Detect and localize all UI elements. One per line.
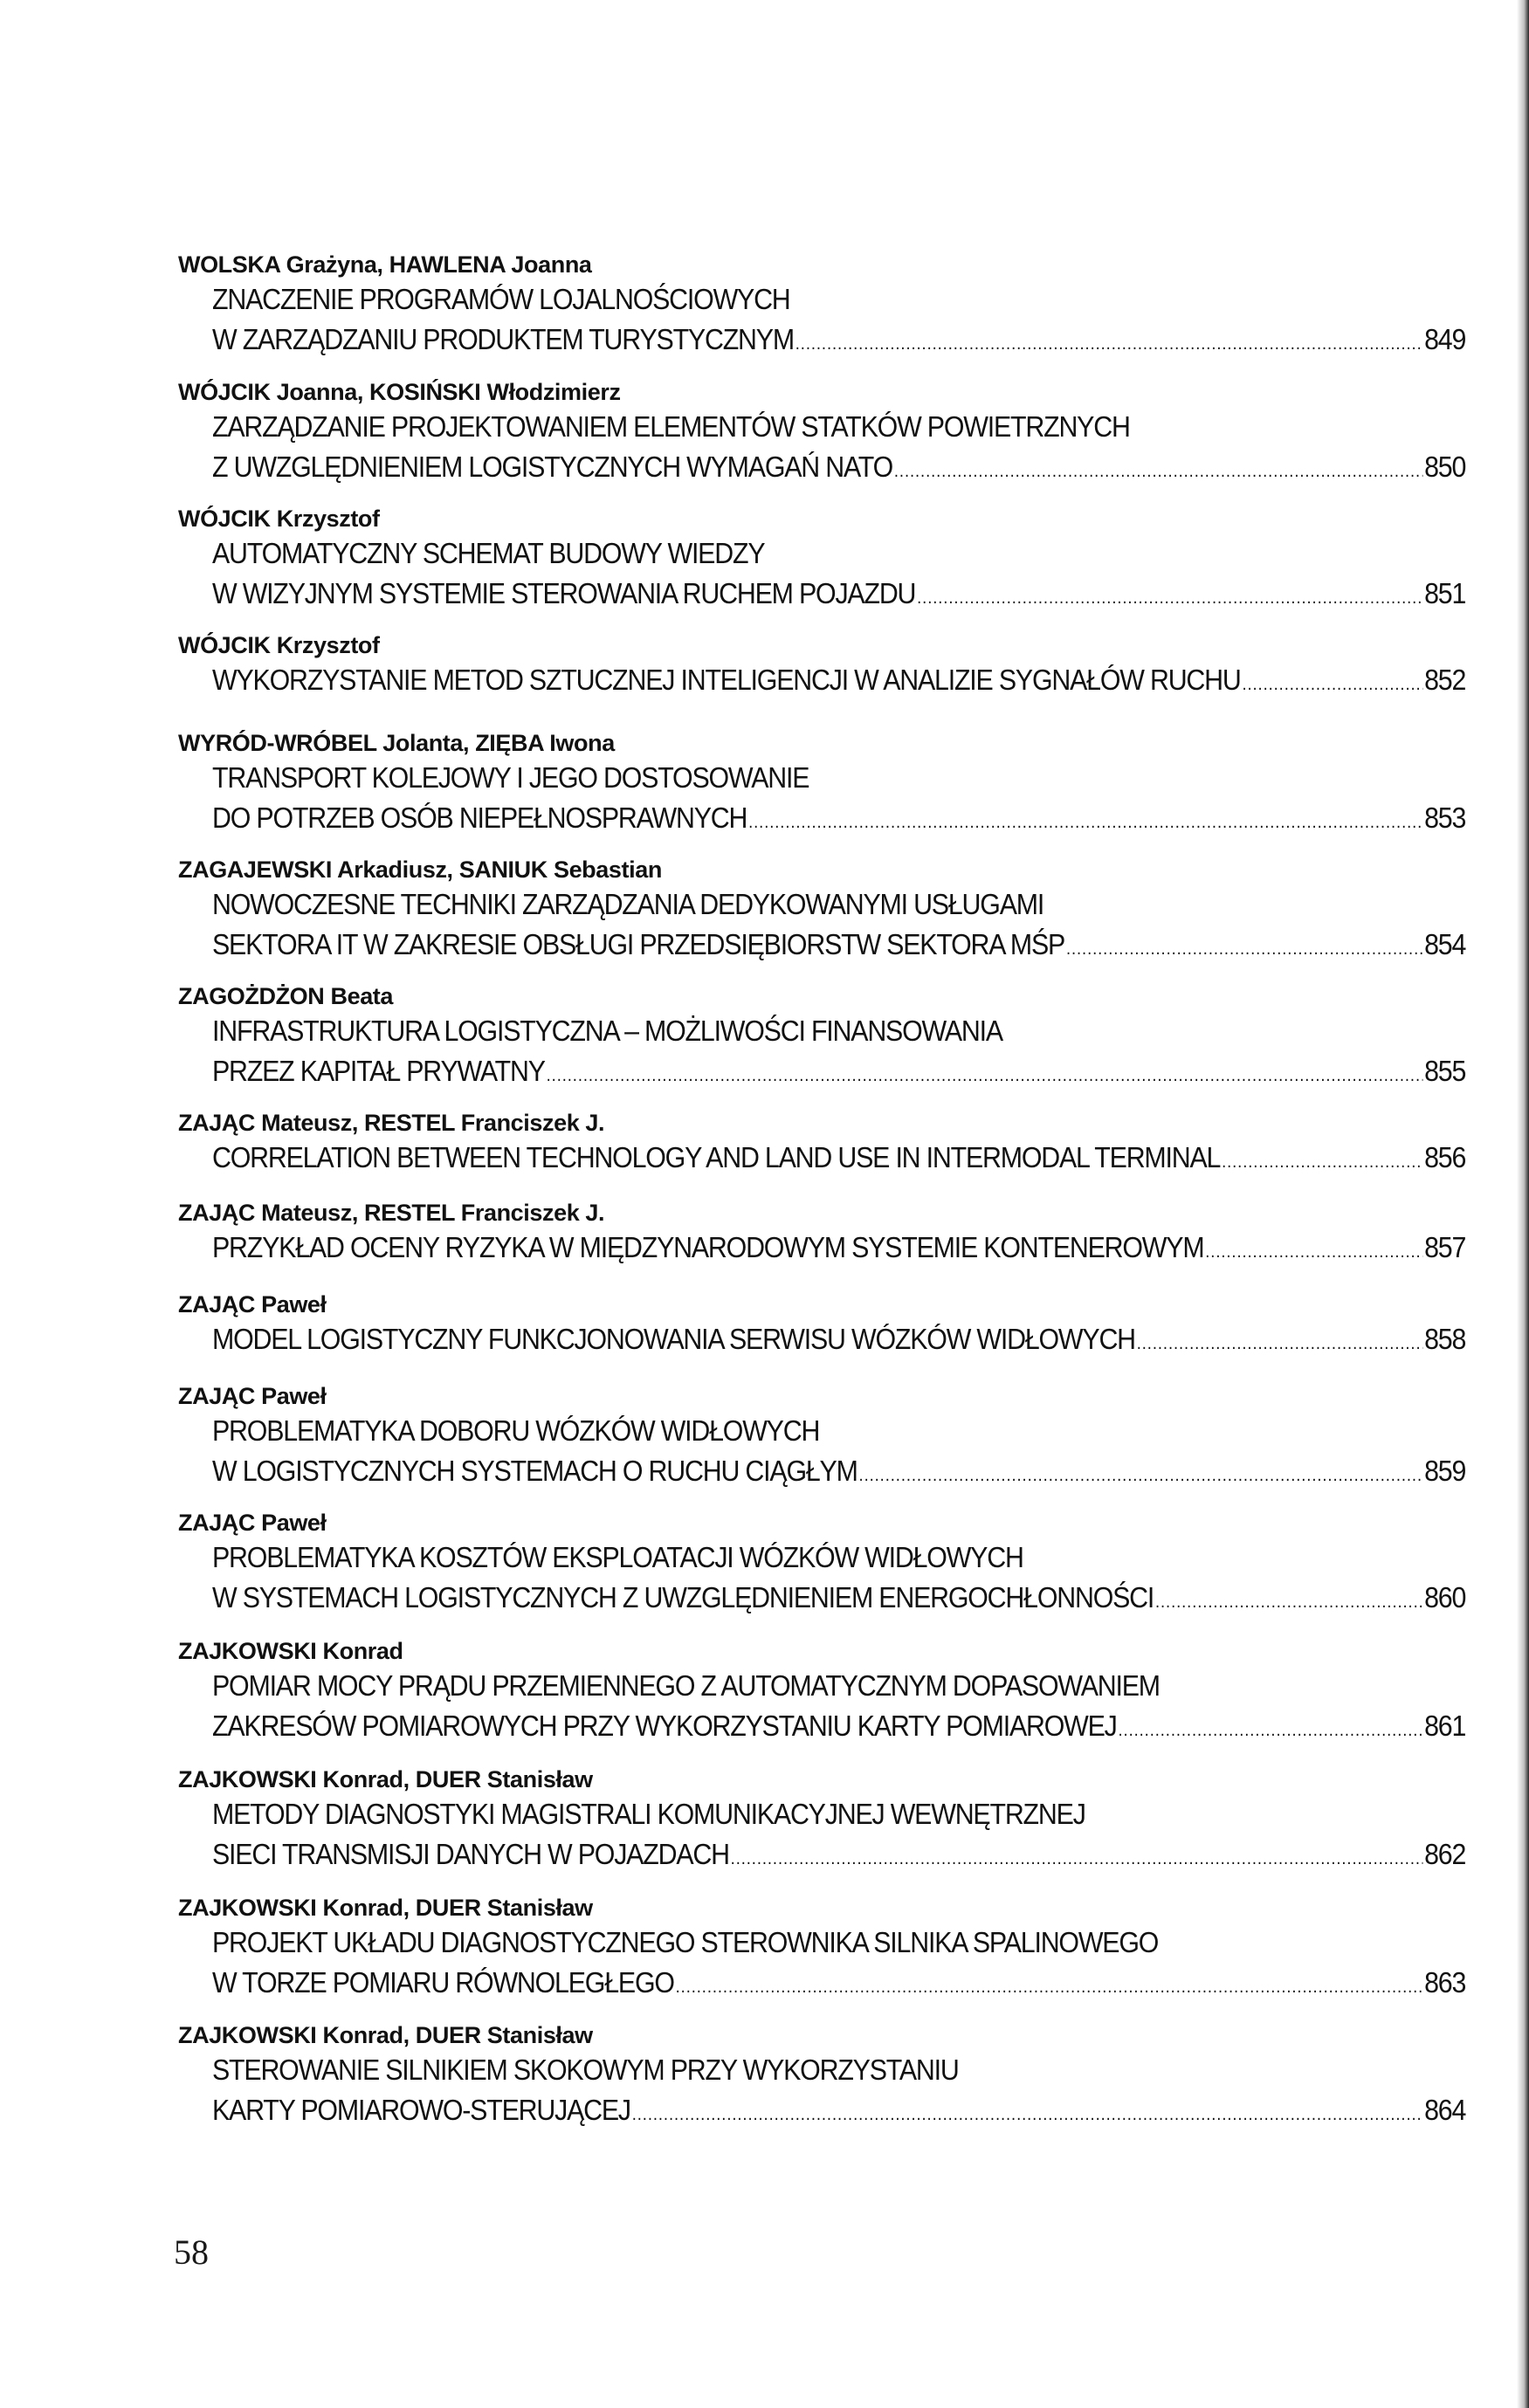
toc-entry bbox=[178, 1508, 1514, 1618]
dot-leader bbox=[894, 447, 1422, 492]
entry-authors: WÓJCIK Krzysztof bbox=[178, 506, 380, 532]
toc-entry bbox=[178, 1198, 1514, 1268]
entry-title-line: STEROWANIE SILNIKIEM SKOKOWYM PRZY WYKORZYSTANIU bbox=[212, 2054, 959, 2086]
toc-entry bbox=[178, 1108, 1514, 1178]
entry-title-line: PROJEKT UKŁADU DIAGNOSTYCZNEGO STEROWNIKA SILNIKA SPALINOWEGO bbox=[212, 1926, 1159, 1958]
dot-leader bbox=[859, 1451, 1423, 1496]
entry-title-line: ZARZĄDZANIE PROJEKTOWANIEM ELEMENTÓW STATKÓW POWIETRZNYCH bbox=[212, 410, 1130, 443]
entry-title-text: W TORZE POMIARU RÓWNOLEGŁEGO bbox=[212, 1966, 674, 1999]
entry-page-number: 851 bbox=[1424, 577, 1466, 609]
entry-authors: WOLSKA Grażyna, HAWLENA Joanna bbox=[178, 251, 592, 278]
dot-leader bbox=[1222, 1138, 1422, 1182]
entry-title-line: PROBLEMATYKA KOSZTÓW EKSPLOATACJI WÓZKÓW WIDŁOWYCH bbox=[212, 1541, 1023, 1573]
entry-page-number: 852 bbox=[1424, 664, 1466, 696]
entry-title-line bbox=[212, 925, 1465, 965]
toc-entry bbox=[178, 728, 1514, 838]
entry-title-text: KARTY POMIAROWO-STERUJĄCEJ bbox=[212, 2094, 630, 2126]
dot-leader bbox=[917, 574, 1422, 618]
entry-authors: ZAJĄC Paweł bbox=[178, 1383, 327, 1409]
entry-title-text: W LOGISTYCZNYCH SYSTEMACH O RUCHU CIĄGŁYM bbox=[212, 1455, 857, 1487]
entry-title-line: INFRASTRUKTURA LOGISTYCZNA – MOŻLIWOŚCI FINANSOWANIA bbox=[212, 1015, 1002, 1047]
entry-title-line: TRANSPORT KOLEJOWY I JEGO DOSTOSOWANIE bbox=[212, 761, 809, 794]
entry-authors: ZAGAJEWSKI Arkadiusz, SANIUK Sebastian bbox=[178, 857, 662, 883]
entry-page-number: 859 bbox=[1424, 1455, 1466, 1487]
entry-title-line: AUTOMATYCZNY SCHEMAT BUDOWY WIEDZY bbox=[212, 537, 765, 569]
toc-entry bbox=[178, 855, 1514, 965]
entry-title-line bbox=[212, 1578, 1465, 1618]
entry-title-line bbox=[212, 1051, 1465, 1091]
entry-authors: ZAJĄC Paweł bbox=[178, 1291, 327, 1318]
entry-page-number: 863 bbox=[1424, 1966, 1466, 1999]
entry-page-number: 861 bbox=[1424, 1710, 1466, 1742]
toc-entry bbox=[178, 377, 1514, 487]
entry-title-text: PRZEZ KAPITAŁ PRYWATNY bbox=[212, 1055, 545, 1087]
dot-leader bbox=[1137, 1319, 1423, 1364]
dot-leader bbox=[547, 1051, 1423, 1096]
entry-title-text: PRZYKŁAD OCENY RYZYKA W MIĘDZYNARODOWYM SYSTEMIE KONTENEROWYM bbox=[212, 1231, 1204, 1263]
toc-entry bbox=[178, 504, 1514, 614]
entry-page-number: 860 bbox=[1424, 1581, 1466, 1613]
entry-title-line bbox=[212, 1228, 1465, 1268]
page-edge-shadow bbox=[1517, 0, 1529, 2408]
entry-title-line bbox=[212, 1451, 1465, 1491]
entry-authors: ZAJĄC Mateusz, RESTEL Franciszek J. bbox=[178, 1200, 605, 1226]
toc-entry bbox=[178, 1381, 1514, 1491]
entry-title-line bbox=[212, 1963, 1465, 2003]
dot-leader bbox=[731, 1834, 1423, 1879]
dot-leader bbox=[1119, 1706, 1423, 1751]
entry-authors: ZAJKOWSKI Konrad, DUER Stanisław bbox=[178, 1895, 593, 1921]
entry-title-line bbox=[212, 2090, 1465, 2130]
entry-title-text: WYKORZYSTANIE METOD SZTUCZNEJ INTELIGENCJI W ANALIZIE SYGNAŁÓW RUCHU bbox=[212, 664, 1241, 696]
entry-authors: ZAJKOWSKI Konrad bbox=[178, 1638, 403, 1664]
entry-title-line: METODY DIAGNOSTYKI MAGISTRALI KOMUNIKACYJNEJ WEWNĘTRZNEJ bbox=[212, 1798, 1085, 1830]
entry-page-number: 849 bbox=[1424, 323, 1466, 355]
entry-authors: WÓJCIK Krzysztof bbox=[178, 632, 380, 658]
entry-page-number: 862 bbox=[1424, 1838, 1466, 1870]
entry-page-number: 850 bbox=[1424, 451, 1466, 483]
dot-leader bbox=[676, 1963, 1423, 2007]
entry-title-text: CORRELATION BETWEEN TECHNOLOGY AND LAND USE IN INTERMODAL TERMINAL bbox=[212, 1141, 1221, 1173]
entry-authors: ZAGOŻDŻON Beata bbox=[178, 983, 394, 1009]
dot-leader bbox=[795, 320, 1423, 364]
toc-entry bbox=[178, 1290, 1514, 1359]
toc-entry bbox=[178, 1765, 1514, 1875]
entry-title-line bbox=[212, 798, 1465, 838]
entry-title-line bbox=[212, 660, 1465, 700]
toc-entry bbox=[178, 1636, 1514, 1746]
entry-page-number: 855 bbox=[1424, 1055, 1466, 1087]
entry-page-number: 864 bbox=[1424, 2094, 1466, 2126]
entry-title-line: PROBLEMATYKA DOBORU WÓZKÓW WIDŁOWYCH bbox=[212, 1414, 820, 1447]
entry-title-text: W WIZYJNYM SYSTEMIE STEROWANIA RUCHEM POJAZDU bbox=[212, 577, 916, 609]
dot-leader bbox=[1242, 660, 1422, 705]
entry-title-text: SIECI TRANSMISJI DANYCH W POJAZDACH bbox=[212, 1838, 729, 1870]
dot-leader bbox=[748, 798, 1422, 843]
entry-title-line bbox=[212, 1319, 1465, 1359]
entry-page-number: 856 bbox=[1424, 1141, 1466, 1173]
toc-entry bbox=[178, 630, 1514, 700]
entry-authors: ZAJĄC Paweł bbox=[178, 1510, 327, 1536]
entry-title-text: MODEL LOGISTYCZNY FUNKCJONOWANIA SERWISU WÓZKÓW WIDŁOWYCH bbox=[212, 1323, 1135, 1355]
entry-title-text: W SYSTEMACH LOGISTYCZNYCH Z UWZGLĘDNIENIEM ENERGOCHŁONNOŚCI bbox=[212, 1581, 1154, 1613]
entry-page-number: 858 bbox=[1424, 1323, 1466, 1355]
entry-authors: ZAJĄC Mateusz, RESTEL Franciszek J. bbox=[178, 1110, 605, 1136]
dot-leader bbox=[632, 2090, 1423, 2135]
entry-authors: WÓJCIK Joanna, KOSIŃSKI Włodzimierz bbox=[178, 379, 621, 405]
entry-title-line bbox=[212, 1834, 1465, 1875]
entry-title-line: NOWOCZESNE TECHNIKI ZARZĄDZANIA DEDYKOWANYMI USŁUGAMI bbox=[212, 888, 1044, 920]
toc-entry bbox=[178, 250, 1514, 360]
entry-title-text: Z UWZGLĘDNIENIEM LOGISTYCZNYCH WYMAGAŃ NATO bbox=[212, 451, 893, 483]
dot-leader bbox=[1155, 1578, 1422, 1622]
entry-title-line bbox=[212, 1706, 1465, 1746]
entry-title-text: ZAKRESÓW POMIAROWYCH PRZY WYKORZYSTANIU KARTY POMIAROWEJ bbox=[212, 1710, 1117, 1742]
toc-entry bbox=[178, 1893, 1514, 2003]
entry-title-line bbox=[212, 447, 1465, 487]
entry-page-number: 853 bbox=[1424, 802, 1466, 834]
entry-authors: WYRÓD-WRÓBEL Jolanta, ZIĘBA Iwona bbox=[178, 730, 615, 756]
toc-entry bbox=[178, 2020, 1514, 2130]
page-number: 58 bbox=[174, 2233, 209, 2272]
entry-authors: ZAJKOWSKI Konrad, DUER Stanisław bbox=[178, 2022, 593, 2048]
entry-authors: ZAJKOWSKI Konrad, DUER Stanisław bbox=[178, 1766, 593, 1792]
dot-leader bbox=[1066, 925, 1422, 969]
toc-entry bbox=[178, 981, 1514, 1091]
entry-title-line bbox=[212, 320, 1465, 360]
entry-title-line: POMIAR MOCY PRĄDU PRZEMIENNEGO Z AUTOMATYCZNYM DOPASOWANIEM bbox=[212, 1669, 1160, 1702]
entry-title-text: DO POTRZEB OSÓB NIEPEŁNOSPRAWNYCH bbox=[212, 802, 747, 834]
entry-page-number: 857 bbox=[1424, 1231, 1466, 1263]
entry-title-text: W ZARZĄDZANIU PRODUKTEM TURYSTYCZNYM bbox=[212, 323, 794, 355]
entry-title-text: SEKTORA IT W ZAKRESIE OBSŁUGI PRZEDSIĘBIORSTW SEKTORA MŚP bbox=[212, 928, 1065, 960]
entry-page-number: 854 bbox=[1424, 928, 1466, 960]
dot-leader bbox=[1205, 1228, 1422, 1272]
entry-title-line bbox=[212, 1138, 1465, 1178]
entry-title-line bbox=[212, 574, 1465, 614]
entry-title-line: ZNACZENIE PROGRAMÓW LOJALNOŚCIOWYCH bbox=[212, 283, 790, 315]
